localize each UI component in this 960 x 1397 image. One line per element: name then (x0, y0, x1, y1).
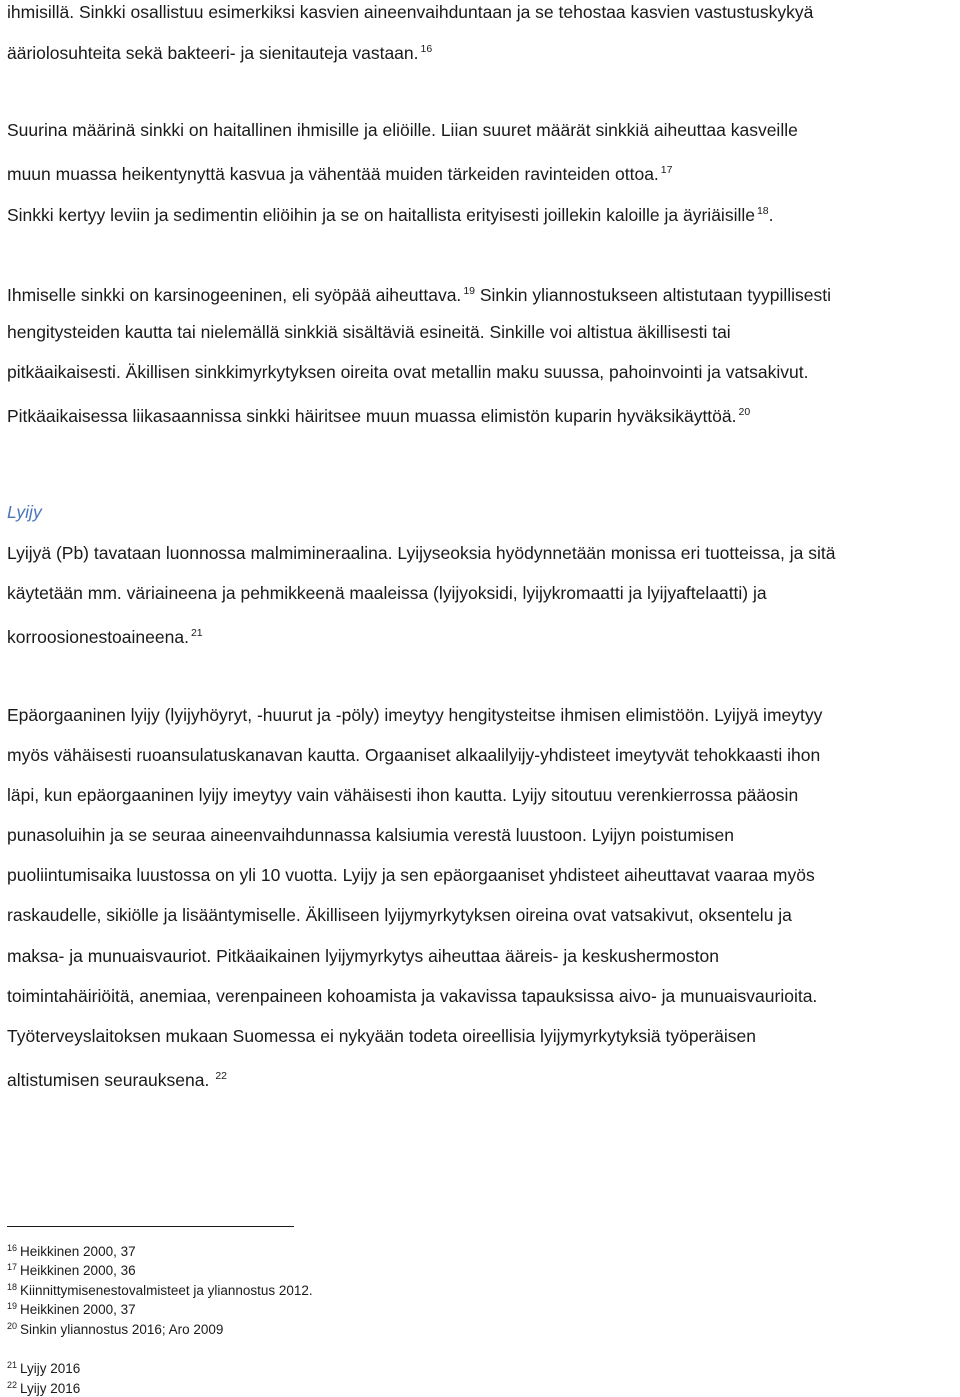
footnote-ref: 18 (756, 205, 769, 217)
text-line: käytetään mm. väriaineena ja pehmikkeenä maaleissa (lyijyoksidi, lyijykromaatti ja lyijyaftelaatti) ja (7, 583, 767, 603)
text-span: Ihmiselle sinkki on karsinogeeninen, eli syöpää aiheuttava. (7, 285, 462, 305)
footnote (7, 1318, 223, 1338)
footnote-divider (7, 1226, 294, 1227)
text-line: myös vähäisesti ruoansulatuskanavan kautta. Orgaaniset alkaalilyijy-yhdisteet imeytyvät tehokkaasti ihon (7, 745, 821, 765)
text-line: Lyijyä (Pb) tavataan luonnossa malmimineraalina. Lyijyseoksia hyödynnetään monissa eri tuotteissa, ja sitä (7, 543, 836, 563)
text-line: Työterveyslaitoksen mukaan Suomessa ei nykyään todeta oireellisia lyijymyrkytyksiä työperäisen (7, 1026, 756, 1046)
text-span: Sinkin yliannostukseen altistutaan tyypillisesti (475, 285, 832, 305)
text-line: puoliintumisaika luustossa on yli 10 vuotta. Lyijy ja sen epäorgaaniset yhdisteet aiheuttavat vaaraa myös (7, 865, 815, 885)
text-line: maksa- ja munuaisvauriot. Pitkäaikainen lyijymyrkytys aiheuttaa ääreis- ja keskushermoston (7, 946, 719, 966)
text-line (7, 158, 672, 186)
footnote-text: Heikkinen 2000, 37 (20, 1244, 136, 1259)
footnote (7, 1279, 313, 1299)
footnote (7, 1259, 136, 1279)
footnote-text: Lyijy 2016 (20, 1381, 81, 1396)
text-span: . (768, 205, 774, 225)
text-line (7, 199, 774, 227)
footnote-ref: 19 (463, 285, 475, 297)
text-span: Pitkäaikaisessa liikasaannissa sinkki häiritsee muun muassa elimistön kuparin hyväksikäyttöä. (7, 406, 737, 426)
text-line: läpi, kun epäorgaaninen lyijy imeytyy vain vähäisesti ihon kautta. Lyijy sitoutuu verenkierrossa pääosin (7, 785, 799, 805)
footnote-text: Heikkinen 2000, 37 (20, 1302, 136, 1317)
footnote-text: Kiinnittymisenestovalmisteet ja yliannostus 2012. (20, 1283, 313, 1298)
footnote-ref: 22 (215, 1070, 228, 1082)
footnote-text: Sinkin yliannostus 2016; Aro 2009 (20, 1322, 224, 1337)
footnote-ref: 21 (190, 627, 203, 639)
text-line: Epäorgaaninen lyijy (lyijyhöyryt, -huurut ja -pöly) imeytyy hengitysteitse ihmisen elimistöön. Lyijyä imeytyy (7, 705, 823, 725)
footnote-text: Lyijy 2016 (20, 1361, 81, 1376)
section-heading: Lyijy (7, 502, 42, 522)
text-line (7, 621, 203, 649)
footnote (7, 1240, 136, 1260)
footnote-number: 19 (7, 1301, 18, 1311)
footnote-number: 22 (7, 1380, 18, 1390)
text-line: toimintahäiriöitä, anemiaa, verenpaineen kohoamista ja vakavissa tapauksissa aivo- ja munuaisvaurioita. (7, 986, 818, 1006)
text-line: hengitysteiden kautta tai nielemällä sinkkiä sisältäviä esineitä. Sinkille voi altistua äkillisesti tai (7, 322, 731, 342)
footnote-number: 20 (7, 1321, 18, 1331)
footnote-ref: 16 (420, 43, 433, 55)
text-line: pitkäaikaisesti. Äkillisen sinkkimyrkytyksen oireita ovat metallin maku suussa, pahoinvointi ja vatsakivut. (7, 362, 809, 382)
text-line: punasoluihin ja se seuraa aineenvaihdunnassa kalsiumia verestä luustoon. Lyijyn poistumisen (7, 825, 735, 845)
footnote (7, 1298, 136, 1318)
text-line: raskaudelle, sikiölle ja lisääntymiselle. Äkilliseen lyijymyrkytyksen oireina ovat vatsakivut, oksentelu ja (7, 905, 792, 925)
footnote-text: Heikkinen 2000, 36 (20, 1263, 136, 1278)
text-line: ihmisillä. Sinkki osallistuu esimerkiksi kasvien aineenvaihduntaan ja se tehostaa kasvien vastustuskykyä (7, 2, 814, 22)
text-span: altistumisen seurauksena. (7, 1070, 210, 1090)
text-line (7, 1064, 227, 1092)
text-span: korroosionestoaineena. (7, 627, 189, 647)
footnote-number: 18 (7, 1282, 18, 1292)
text-line: Suurina määrinä sinkki on haitallinen ihmisille ja eliöille. Liian suuret määrät sinkkiä aiheuttaa kasveille (7, 120, 798, 140)
footnote-ref: 17 (660, 164, 673, 176)
text-line (7, 279, 831, 307)
text-span: Sinkki kertyy leviin ja sedimentin eliöihin ja se on haitallista erityisesti joillekin kaloille ja äyriäisille (7, 205, 755, 225)
footnote-number: 21 (7, 1360, 18, 1370)
footnote (7, 1357, 80, 1377)
footnote-ref: 20 (738, 406, 751, 418)
footnote (7, 1377, 80, 1397)
text-span: ääriolosuhteita sekä bakteeri- ja sienitauteja vastaan. (7, 43, 419, 63)
text-span: muun muassa heikentynyttä kasvua ja vähentää muiden tärkeiden ravinteiden ottoa. (7, 164, 659, 184)
footnote-number: 17 (7, 1262, 18, 1272)
footnote-number: 16 (7, 1243, 18, 1253)
text-line (7, 400, 750, 428)
text-line (7, 37, 432, 65)
